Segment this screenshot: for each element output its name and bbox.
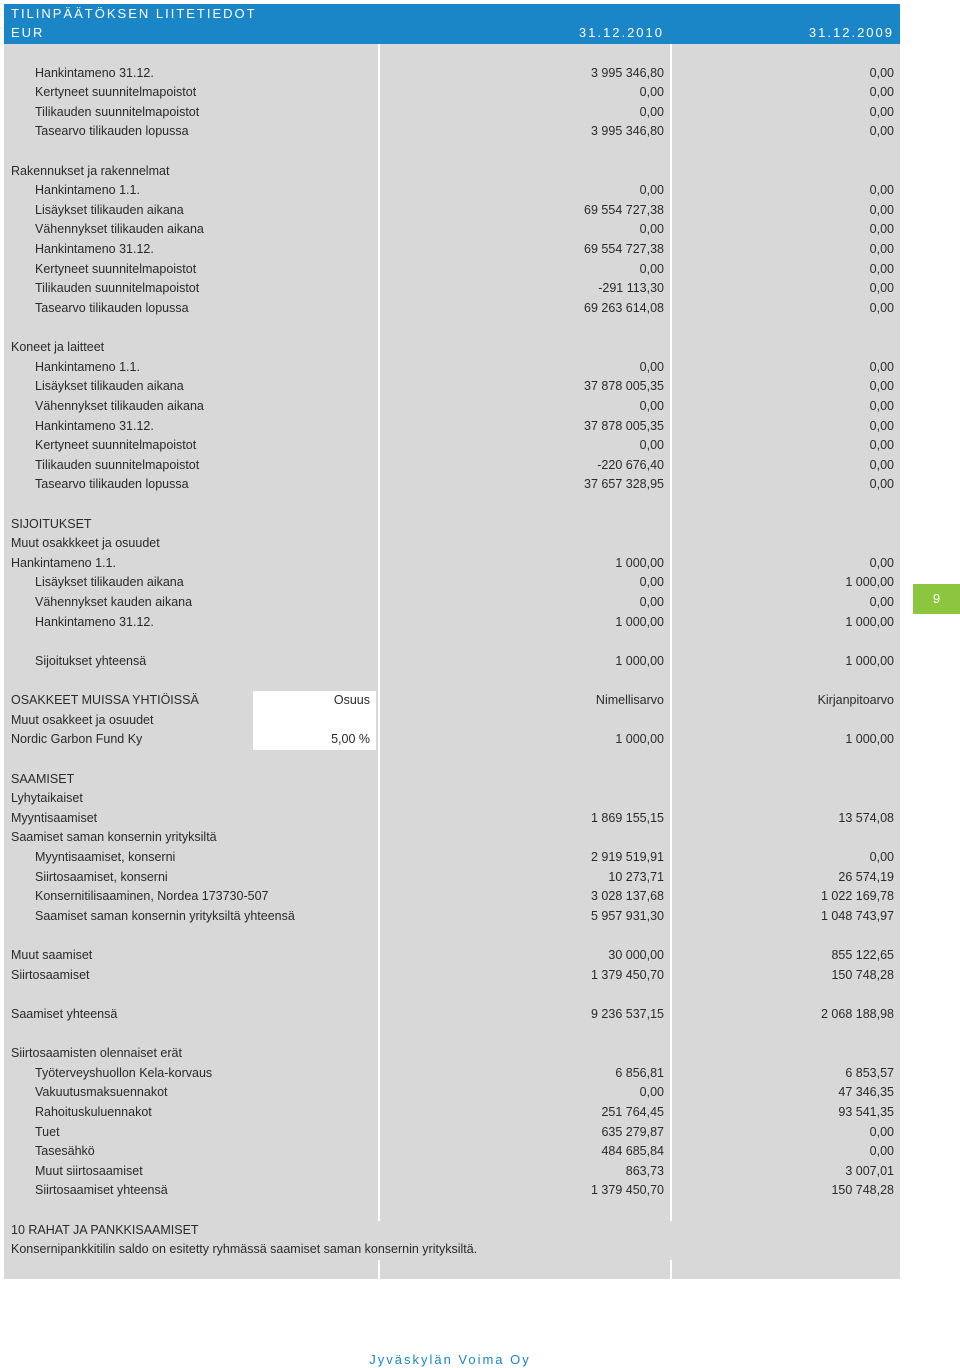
table-row bbox=[4, 456, 900, 476]
row-value-2009: 0,00 bbox=[869, 222, 894, 237]
table-row bbox=[4, 887, 900, 907]
row-label: Lisäykset tilikauden aikana bbox=[35, 202, 184, 217]
row-value-2009: 0,00 bbox=[869, 1144, 894, 1159]
table-row bbox=[4, 770, 900, 790]
row-label: Tilikauden suunnitelmapoistot bbox=[35, 457, 200, 472]
row-label: Vähennykset tilikauden aikana bbox=[35, 398, 204, 413]
row-label: Muut osakkeet ja osuudet bbox=[11, 712, 154, 727]
row-value-2009: 0,00 bbox=[869, 418, 894, 433]
spacer-row bbox=[4, 495, 900, 515]
row-value-2009: 0,00 bbox=[869, 555, 894, 570]
row-label: Hankintameno 1.1. bbox=[35, 359, 140, 374]
row-value-2010: 0,00 bbox=[639, 398, 664, 413]
row-label: Siirtosaamisten olennaiset erät bbox=[11, 1046, 182, 1061]
row-label: Lisäykset tilikauden aikana bbox=[35, 379, 184, 394]
table-row bbox=[4, 417, 900, 437]
table-row bbox=[4, 1083, 900, 1103]
row-value-2009: 26 574,19 bbox=[838, 869, 894, 884]
row-share-percent: 5,00 % bbox=[331, 732, 370, 747]
shareholding-row bbox=[4, 730, 900, 750]
row-value-2009: 1 000,00 bbox=[845, 575, 894, 590]
table-row bbox=[4, 64, 900, 84]
row-value-2010: 0,00 bbox=[639, 222, 664, 237]
row-label: Tasesähkö bbox=[35, 1144, 95, 1159]
row-value-2010: 1 000,00 bbox=[615, 555, 664, 570]
table-row bbox=[4, 181, 900, 201]
row-value-2010: 0,00 bbox=[639, 261, 664, 276]
row-label: Hankintameno 1.1. bbox=[35, 183, 140, 198]
row-value-2009: 150 748,28 bbox=[831, 1183, 894, 1198]
spacer-row bbox=[4, 672, 900, 692]
table-row bbox=[4, 260, 900, 280]
row-value-2009: 1 000,00 bbox=[845, 732, 894, 747]
row-value-2010: 863,73 bbox=[625, 1163, 664, 1178]
row-value-2010: 10 273,71 bbox=[608, 869, 664, 884]
row-value-2010: 69 554 727,38 bbox=[584, 242, 664, 257]
spacer-row bbox=[4, 1024, 900, 1044]
table-row bbox=[4, 201, 900, 221]
table-row bbox=[4, 397, 900, 417]
row-value-2009: 0,00 bbox=[869, 398, 894, 413]
row-value-2010: 635 279,87 bbox=[601, 1124, 664, 1139]
row-value-2010: 1 379 450,70 bbox=[591, 1183, 664, 1198]
row-value-2009: 2 068 188,98 bbox=[821, 1006, 894, 1021]
row-value-2009: 0,00 bbox=[869, 104, 894, 119]
spacer-row bbox=[4, 926, 900, 946]
table-row bbox=[4, 828, 900, 848]
row-value-2010: 69 554 727,38 bbox=[584, 202, 664, 217]
row-label: Koneet ja laitteet bbox=[11, 340, 105, 355]
row-value-2009: 0,00 bbox=[869, 300, 894, 315]
row-value-2009: 13 574,08 bbox=[838, 810, 894, 825]
row-label: Tuet bbox=[35, 1124, 60, 1139]
table-row bbox=[4, 279, 900, 299]
table-row bbox=[4, 358, 900, 378]
row-label: Hankintameno 31.12. bbox=[35, 418, 154, 433]
table-row bbox=[4, 1103, 900, 1123]
row-value-2010: -220 676,40 bbox=[597, 457, 664, 472]
row-value-2010: 37 657 328,95 bbox=[584, 477, 664, 492]
table-row bbox=[4, 220, 900, 240]
table-row bbox=[4, 907, 900, 927]
spacer-row bbox=[4, 1260, 900, 1280]
spacer-row bbox=[4, 750, 900, 770]
table-row bbox=[4, 534, 900, 554]
table-row bbox=[4, 593, 900, 613]
row-label: Rakennukset ja rakennelmat bbox=[11, 163, 170, 178]
row-value-2010: 1 000,00 bbox=[615, 653, 664, 668]
row-value-2009: 3 007,01 bbox=[845, 1163, 894, 1178]
row-value-2009: 150 748,28 bbox=[831, 967, 894, 982]
row-label: Konsernitilisaaminen, Nordea 173730-507 bbox=[35, 889, 269, 904]
row-label: Tasearvo tilikauden lopussa bbox=[35, 300, 189, 315]
row-value-2010: 484 685,84 bbox=[601, 1144, 664, 1159]
row-value-2010: 1 000,00 bbox=[615, 614, 664, 629]
row-value-2009: 93 541,35 bbox=[838, 1104, 894, 1119]
table-row bbox=[4, 613, 900, 633]
table-row bbox=[4, 436, 900, 456]
row-value-2010: 6 856,81 bbox=[615, 1065, 664, 1080]
row-value-2010: 3 028 137,68 bbox=[591, 889, 664, 904]
row-label: Myyntisaamiset, konserni bbox=[35, 849, 176, 864]
row-label: Vähennykset kauden aikana bbox=[35, 595, 193, 610]
row-label: Saamiset saman konsernin yrityksiltä bbox=[11, 830, 217, 845]
table-row bbox=[4, 1221, 900, 1241]
row-label: Sijoitukset yhteensä bbox=[35, 653, 147, 668]
row-value-2009: 6 853,57 bbox=[845, 1065, 894, 1080]
row-value-2010: 1 000,00 bbox=[615, 732, 664, 747]
row-value-2009: 0,00 bbox=[869, 359, 894, 374]
row-value-2009: 1 048 743,97 bbox=[821, 908, 894, 923]
row-value-2009: 1 000,00 bbox=[845, 653, 894, 668]
row-value-2010: 0,00 bbox=[639, 575, 664, 590]
table-row bbox=[4, 868, 900, 888]
row-value-2010: 37 878 005,35 bbox=[584, 379, 664, 394]
row-value-2010: 0,00 bbox=[639, 104, 664, 119]
table-row bbox=[4, 573, 900, 593]
table-row bbox=[4, 103, 900, 123]
row-value-2010: 0,00 bbox=[639, 1085, 664, 1100]
row-label: Hankintameno 1.1. bbox=[11, 555, 116, 570]
row-value-2009: Kirjanpitoarvo bbox=[817, 693, 894, 708]
row-value-2010: 37 878 005,35 bbox=[584, 418, 664, 433]
report-title: TILINPÄÄTÖKSEN LIITETIEDOT bbox=[11, 6, 257, 21]
row-label: SAAMISET bbox=[11, 771, 75, 786]
row-label: Työterveyshuollon Kela-korvaus bbox=[35, 1065, 213, 1080]
row-value-2010: 0,00 bbox=[639, 359, 664, 374]
row-label: Rahoituskuluennakot bbox=[35, 1104, 152, 1119]
table-row bbox=[4, 122, 900, 142]
row-label: Lyhytaikaiset bbox=[11, 791, 83, 806]
row-value-2009: 0,00 bbox=[869, 849, 894, 864]
row-value-2009: 0,00 bbox=[869, 379, 894, 394]
table-row bbox=[4, 162, 900, 182]
row-value-2010: 1 379 450,70 bbox=[591, 967, 664, 982]
table-row bbox=[4, 338, 900, 358]
table-row bbox=[4, 377, 900, 397]
row-value-2009: 0,00 bbox=[869, 281, 894, 296]
row-value-2010: 0,00 bbox=[639, 85, 664, 100]
spacer-row bbox=[4, 632, 900, 652]
row-value-2010: 9 236 537,15 bbox=[591, 1006, 664, 1021]
row-value-2010: 1 869 155,15 bbox=[591, 810, 664, 825]
row-value-2010: 2 919 519,91 bbox=[591, 849, 664, 864]
row-value-2009: 0,00 bbox=[869, 65, 894, 80]
row-label: Muut saamiset bbox=[11, 948, 93, 963]
row-value-2009: 1 022 169,78 bbox=[821, 889, 894, 904]
row-label: Nordic Garbon Fund Ky bbox=[11, 732, 143, 747]
page-number-tab: 9 bbox=[913, 584, 960, 614]
spacer-row bbox=[4, 985, 900, 1005]
row-label: Lisäykset tilikauden aikana bbox=[35, 575, 184, 590]
table-row bbox=[4, 946, 900, 966]
company-footer: Jyväskylän Voima Oy bbox=[369, 1352, 531, 1367]
row-value-2009: 0,00 bbox=[869, 477, 894, 492]
table-row bbox=[4, 1064, 900, 1084]
table-row bbox=[4, 848, 900, 868]
row-value-2009: 0,00 bbox=[869, 242, 894, 257]
table-row bbox=[4, 1044, 900, 1064]
row-value-2009: 0,00 bbox=[869, 595, 894, 610]
row-value-2010: 0,00 bbox=[639, 438, 664, 453]
row-label: Tilikauden suunnitelmapoistot bbox=[35, 281, 200, 296]
column-header-2010: 31.12.2010 bbox=[578, 25, 664, 40]
row-label: Kertyneet suunnitelmapoistot bbox=[35, 438, 197, 453]
table-row bbox=[4, 1240, 900, 1260]
row-value-2010: -291 113,30 bbox=[598, 281, 664, 296]
report-header bbox=[4, 4, 900, 44]
row-value-2010: 5 957 931,30 bbox=[591, 908, 664, 923]
row-label: Tasearvo tilikauden lopussa bbox=[35, 477, 189, 492]
row-label: SIJOITUKSET bbox=[11, 516, 92, 531]
table-row bbox=[4, 475, 900, 495]
row-label: Tilikauden suunnitelmapoistot bbox=[35, 104, 200, 119]
table-row bbox=[4, 240, 900, 260]
row-label: Vähennykset tilikauden aikana bbox=[35, 222, 204, 237]
row-value-2009: 0,00 bbox=[869, 457, 894, 472]
row-label: OSAKKEET MUISSA YHTIÖISSÄ bbox=[11, 693, 199, 708]
row-value-2010: 0,00 bbox=[639, 183, 664, 198]
row-label: Konsernipankkitilin saldo on esitetty ryhmässä saamiset saman konsernin yrityksiltä. bbox=[11, 1242, 478, 1257]
row-label: Saamiset yhteensä bbox=[11, 1006, 118, 1021]
row-value-2009: 0,00 bbox=[869, 438, 894, 453]
table-row bbox=[4, 809, 900, 829]
row-value-2010: 30 000,00 bbox=[608, 948, 664, 963]
table-row bbox=[4, 1123, 900, 1143]
shareholding-row bbox=[4, 711, 900, 731]
spacer-row bbox=[4, 142, 900, 162]
row-value-2010: 3 995 346,80 bbox=[591, 65, 664, 80]
notes-table bbox=[4, 44, 900, 1279]
row-value-2009: 0,00 bbox=[869, 261, 894, 276]
table-row bbox=[4, 83, 900, 103]
row-value-2009: 1 000,00 bbox=[845, 614, 894, 629]
row-share-percent: Osuus bbox=[333, 693, 370, 708]
currency-label: EUR bbox=[11, 25, 45, 40]
row-value-2009: 855 122,65 bbox=[831, 948, 894, 963]
row-label: Hankintameno 31.12. bbox=[35, 614, 154, 629]
table-row bbox=[4, 966, 900, 986]
row-label: Siirtosaamiset bbox=[11, 967, 90, 982]
row-label: Kertyneet suunnitelmapoistot bbox=[35, 85, 197, 100]
row-value-2009: 47 346,35 bbox=[838, 1085, 894, 1100]
row-label: Tasearvo tilikauden lopussa bbox=[35, 124, 189, 139]
row-value-2009: 0,00 bbox=[869, 85, 894, 100]
row-label: Kertyneet suunnitelmapoistot bbox=[35, 261, 197, 276]
shareholding-row bbox=[4, 691, 900, 711]
row-value-2009: 0,00 bbox=[869, 1124, 894, 1139]
spacer-row bbox=[4, 1201, 900, 1221]
row-label: Muut siirtosaamiset bbox=[35, 1163, 143, 1178]
row-value-2010: 251 764,45 bbox=[601, 1104, 664, 1119]
row-label: Muut osakkkeet ja osuudet bbox=[11, 536, 160, 551]
row-label: Saamiset saman konsernin yrityksiltä yhteensä bbox=[35, 908, 295, 923]
spacer-row bbox=[4, 319, 900, 339]
table-row bbox=[4, 1142, 900, 1162]
row-label: Hankintameno 31.12. bbox=[35, 65, 154, 80]
row-label: Siirtosaamiset yhteensä bbox=[35, 1183, 168, 1198]
table-row bbox=[4, 515, 900, 535]
row-value-2010: 3 995 346,80 bbox=[591, 124, 664, 139]
row-value-2009: 0,00 bbox=[869, 202, 894, 217]
row-value-2010: 69 263 614,08 bbox=[584, 300, 664, 315]
column-header-2009: 31.12.2009 bbox=[808, 25, 894, 40]
row-value-2009: 0,00 bbox=[869, 124, 894, 139]
row-value-2009: 0,00 bbox=[869, 183, 894, 198]
table-row bbox=[4, 789, 900, 809]
row-value-2010: 0,00 bbox=[639, 595, 664, 610]
table-row bbox=[4, 652, 900, 672]
row-value-2010: Nimellisarvo bbox=[595, 693, 664, 708]
table-row bbox=[4, 299, 900, 319]
row-label: Vakuutusmaksuennakot bbox=[35, 1085, 168, 1100]
table-row bbox=[4, 554, 900, 574]
spacer-row bbox=[4, 44, 900, 64]
row-label: Hankintameno 31.12. bbox=[35, 242, 154, 257]
row-label: Siirtosaamiset, konserni bbox=[35, 869, 168, 884]
row-label: 10 RAHAT JA PANKKISAAMISET bbox=[11, 1222, 199, 1237]
table-row bbox=[4, 1162, 900, 1182]
table-row bbox=[4, 1181, 900, 1201]
row-label: Myyntisaamiset bbox=[11, 810, 98, 825]
table-row bbox=[4, 1005, 900, 1025]
